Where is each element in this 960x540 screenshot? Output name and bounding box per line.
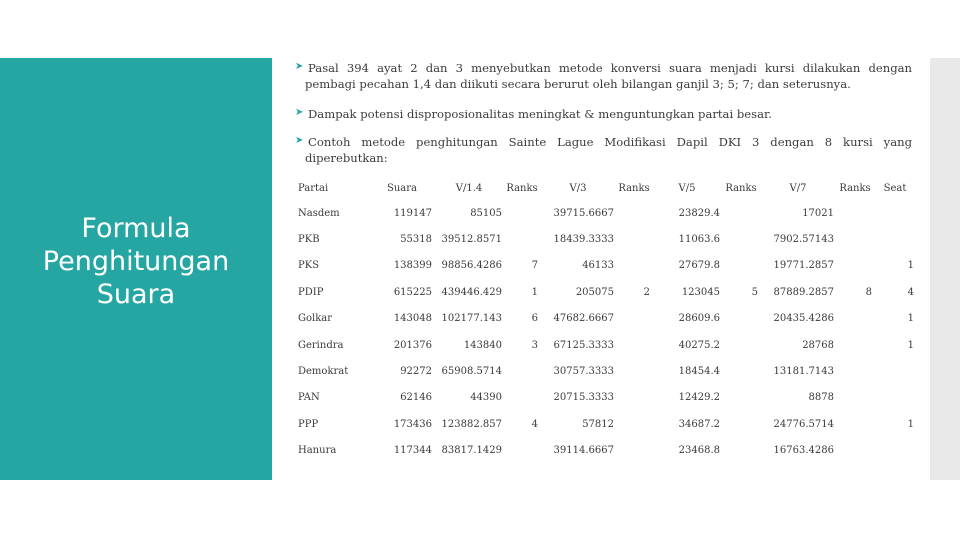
table-cell [616, 253, 652, 279]
table-cell [874, 226, 916, 252]
table-cell [836, 411, 874, 437]
table-cell: 40275.2 [678, 339, 720, 351]
table-row [296, 358, 916, 384]
table-cell: 17021 [802, 207, 834, 219]
table-cell [616, 200, 652, 226]
table-cell: 39715.6667 [553, 207, 614, 219]
party-name-cell: PPP [298, 418, 319, 430]
table-cell: 1 [907, 313, 914, 325]
table-cell: 201376 [393, 339, 432, 351]
table-cell: 7902.57143 [773, 234, 834, 246]
table-cell: 28609.6 [678, 313, 720, 325]
column-header: Seat [883, 182, 907, 194]
table-cell [836, 200, 874, 226]
table-cell: 27679.8 [678, 260, 720, 272]
table-cell: 1 [907, 418, 914, 430]
table-cell [616, 438, 652, 464]
table-row [296, 253, 916, 279]
column-header: Partai [298, 182, 329, 194]
table-cell [504, 200, 540, 226]
table-cell: 39512.8571 [441, 234, 502, 246]
table-cell [874, 385, 916, 411]
table-cell [616, 306, 652, 332]
table-cell: 7 [531, 260, 538, 272]
table-cell: 34687.2 [678, 418, 720, 430]
table-cell [836, 332, 874, 358]
table-cell: 2 [643, 286, 650, 298]
table-cell: 65908.5714 [441, 366, 502, 378]
table-cell [874, 438, 916, 464]
table-cell [616, 332, 652, 358]
seat-calculation-table [296, 176, 916, 464]
table-cell: 19771.2857 [773, 260, 834, 272]
table-row [296, 332, 916, 358]
table-cell: 6 [531, 313, 538, 325]
table-cell: 4 [907, 286, 914, 298]
party-name-cell: PKB [298, 234, 320, 246]
table-cell: 615225 [393, 286, 432, 298]
table-cell: 143840 [463, 339, 502, 351]
column-header: Ranks [618, 182, 650, 194]
table-cell [504, 226, 540, 252]
slide-title: Formula Penghitungan Suara [42, 213, 230, 310]
table-body [296, 200, 916, 464]
table-cell: 44390 [470, 392, 502, 404]
table-cell: 47682.6667 [553, 313, 614, 325]
table-cell: 173436 [393, 418, 432, 430]
party-name-cell: PDIP [298, 286, 324, 298]
table-cell [504, 385, 540, 411]
table-cell: 23829.4 [678, 207, 720, 219]
table-cell: 138399 [393, 260, 432, 272]
table-cell: 87889.2857 [773, 286, 834, 298]
column-header: V/5 [678, 182, 696, 194]
table-cell: 46133 [582, 260, 614, 272]
table-cell [722, 411, 760, 437]
table-cell [836, 306, 874, 332]
bullet-text: Contoh metode penghitungan Sainte Lague Modifikasi Dapil DKI 3 dengan 8 kursi yang [308, 135, 912, 149]
table-cell [836, 253, 874, 279]
column-header: Ranks [725, 182, 757, 194]
bullet-text: Pasal 394 ayat 2 dan 3 menyebutkan metode konversi suara menjadi kursi dilakukan dengan [308, 61, 912, 75]
party-name-cell: Demokrat [298, 366, 349, 378]
table-cell: 205075 [575, 286, 614, 298]
table-cell: 23468.8 [678, 445, 720, 457]
check-arrow-icon: ➤ [295, 135, 304, 146]
table-cell [616, 358, 652, 384]
column-header: Suara [387, 182, 417, 194]
table-row [296, 385, 916, 411]
party-name-cell: Gerindra [298, 339, 344, 351]
table-cell: 143048 [393, 313, 432, 325]
table-cell [836, 385, 874, 411]
table-cell [874, 358, 916, 384]
table-cell: 39114.6667 [553, 445, 614, 457]
table-cell [616, 385, 652, 411]
table-cell [504, 438, 540, 464]
bullet-text: Dampak potensi disproposionalitas meningkat & menguntungkan partai besar. [308, 107, 772, 121]
table-cell: 67125.3333 [553, 339, 614, 351]
party-name-cell: Golkar [298, 313, 333, 325]
table-cell: 123045 [681, 286, 720, 298]
table-cell [722, 306, 760, 332]
table-cell: 3 [531, 339, 538, 351]
table-cell: 1 [907, 260, 914, 272]
table-cell: 16763.4286 [773, 445, 834, 457]
column-header: V/7 [789, 182, 807, 194]
party-name-cell: Hanura [298, 445, 337, 457]
table-cell: 20435.4286 [773, 313, 834, 325]
party-name-cell: Nasdem [298, 207, 340, 219]
table-cell: 5 [751, 286, 758, 298]
table-cell: 62146 [400, 392, 432, 404]
table-cell: 20715.3333 [553, 392, 614, 404]
table-cell: 102177.143 [441, 313, 502, 325]
table-cell: 1 [907, 339, 914, 351]
table-cell [836, 438, 874, 464]
right-gray-strip [930, 58, 960, 480]
bullet-text-continued: diperebutkan: [305, 151, 388, 165]
column-header: Ranks [839, 182, 871, 194]
table-cell: 28768 [802, 339, 834, 351]
party-name-cell: PAN [298, 392, 320, 404]
table-cell [722, 332, 760, 358]
table-cell: 83817.1429 [441, 445, 502, 457]
party-name-cell: PKS [298, 260, 320, 272]
table-cell: 13181.7143 [773, 366, 834, 378]
table-cell: 117344 [393, 445, 432, 457]
table-cell [722, 226, 760, 252]
column-header: V/3 [569, 182, 587, 194]
table-row [296, 438, 916, 464]
table-row [296, 279, 916, 305]
table-cell: 92272 [400, 366, 432, 378]
column-header: Ranks [506, 182, 538, 194]
table-cell: 98856.4286 [441, 260, 502, 272]
table-cell [504, 358, 540, 384]
table-row [296, 306, 916, 332]
bullet-item-contoh [295, 134, 912, 166]
table-cell: 30757.3333 [553, 366, 614, 378]
table-cell: 18439.3333 [553, 234, 614, 246]
table-cell: 8878 [808, 392, 834, 404]
table-cell [874, 200, 916, 226]
table-cell: 1 [531, 286, 538, 298]
table-cell: 85105 [470, 207, 502, 219]
table-cell: 12429.2 [678, 392, 720, 404]
table-cell: 4 [531, 418, 538, 430]
table-row [296, 200, 916, 226]
table-cell [722, 253, 760, 279]
table-cell [616, 411, 652, 437]
table-cell [722, 438, 760, 464]
table-cell: 18454.4 [678, 366, 720, 378]
table-cell [722, 200, 760, 226]
bullet-item-dampak [295, 106, 912, 122]
bullet-text-continued: pembagi pecahan 1,4 dan diikuti secara berurut oleh bilangan ganjil 3; 5; 7; dan seterusnya. [305, 77, 851, 91]
table-cell [616, 226, 652, 252]
check-arrow-icon: ➤ [295, 107, 304, 118]
table-cell: 57812 [582, 418, 614, 430]
column-header: V/1.4 [455, 182, 483, 194]
table-cell [722, 385, 760, 411]
table-cell: 119147 [393, 207, 432, 219]
table-cell: 8 [865, 286, 872, 298]
table-row [296, 226, 916, 252]
check-arrow-icon: ➤ [295, 61, 304, 72]
bullet-item-pasal [295, 60, 912, 92]
table-cell [836, 226, 874, 252]
table-cell: 24776.5714 [773, 418, 834, 430]
table-cell: 11063.6 [678, 234, 720, 246]
table-cell [836, 358, 874, 384]
table-cell: 123882.857 [441, 418, 502, 430]
table-cell: 439446.429 [441, 286, 502, 298]
table-row [296, 411, 916, 437]
table-header-row [296, 176, 916, 200]
table-cell: 55318 [400, 234, 432, 246]
table-cell [722, 358, 760, 384]
